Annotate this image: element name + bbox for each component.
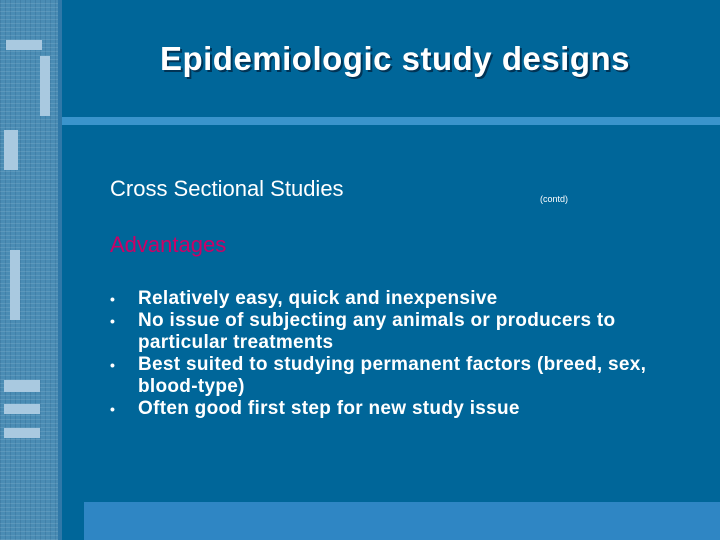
bullet-icon: • xyxy=(110,401,116,417)
decorative-side-strip xyxy=(0,0,62,540)
bullet-text: No issue of subjecting any animals or producers to particular treatments xyxy=(138,310,616,353)
bullet-item xyxy=(110,354,710,398)
strip-block xyxy=(6,40,42,50)
bullet-icon: • xyxy=(110,291,116,307)
footer-bar xyxy=(84,502,720,540)
strip-block xyxy=(10,250,20,320)
bullet-text: Relatively easy, quick and inexpensive xyxy=(138,288,498,309)
strip-block xyxy=(4,404,40,414)
section-heading: Advantages xyxy=(110,232,227,257)
bullet-item xyxy=(110,398,710,420)
bullet-list xyxy=(110,288,710,420)
strip-block xyxy=(4,130,18,170)
strip-block xyxy=(4,428,40,438)
strip-block xyxy=(4,380,40,392)
strip-block xyxy=(40,56,50,116)
title-divider xyxy=(62,117,720,125)
slide-title: Epidemiologic study designs xyxy=(159,40,631,77)
bullet-text: Best suited to studying permanent factors (breed, sex, blood-type) xyxy=(138,354,647,397)
bullet-text: Often good first step for new study issue xyxy=(138,398,520,419)
bullet-item xyxy=(110,288,710,310)
bullet-icon: • xyxy=(110,357,116,373)
strip-edge xyxy=(58,0,62,540)
bullet-item xyxy=(110,310,710,354)
bullet-icon: • xyxy=(110,313,116,329)
slide-subtitle: Cross Sectional Studies xyxy=(110,176,344,201)
contd-note: (contd) xyxy=(540,194,569,204)
